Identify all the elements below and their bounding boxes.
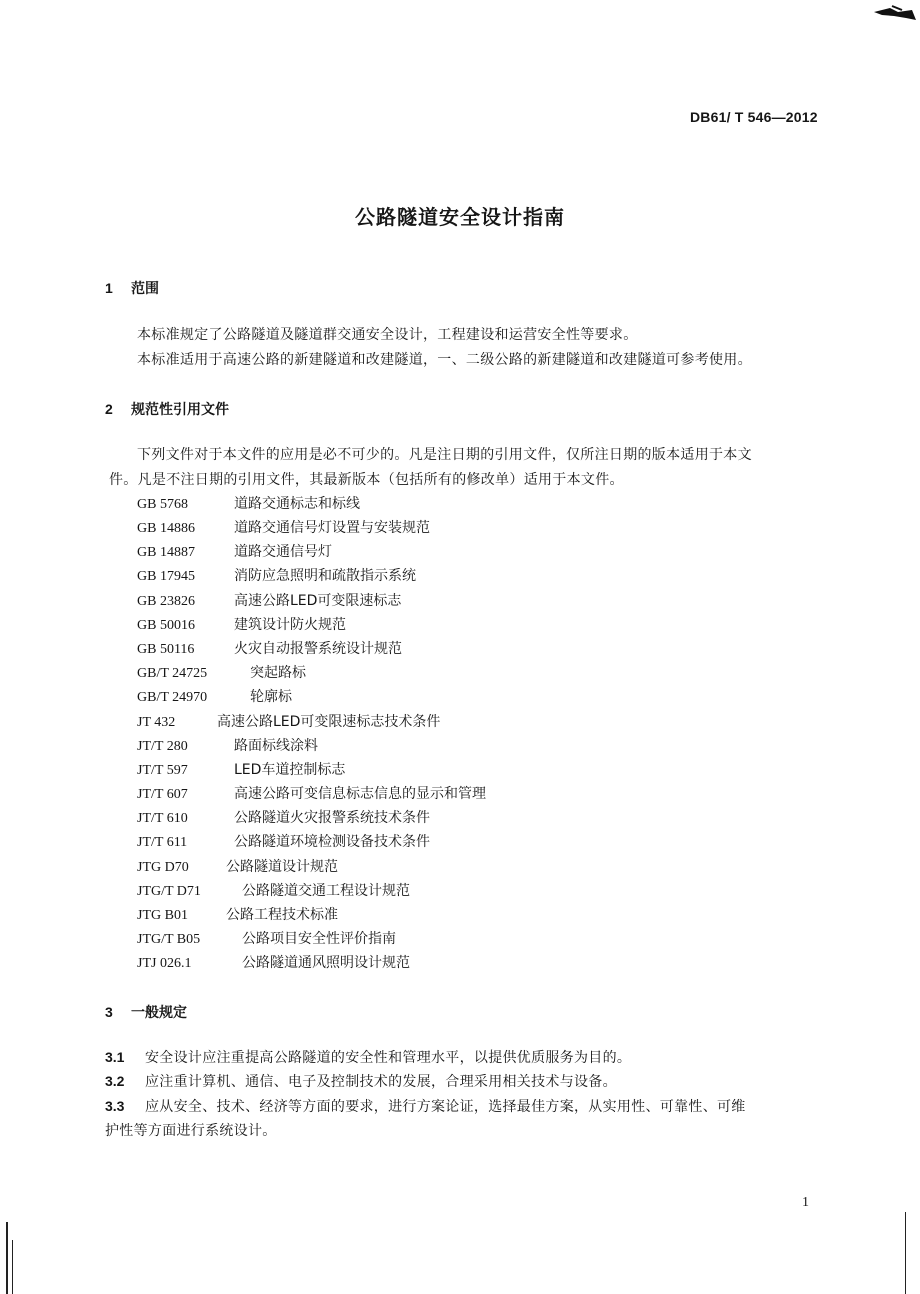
section-title: 范围 [131, 281, 159, 297]
ref-code: GB 14887 [137, 545, 195, 560]
ref-item [137, 928, 396, 948]
scan-edge-line [12, 1240, 13, 1294]
ref-title: 公路项目安全性评价指南 [242, 931, 396, 947]
paragraph: 件。凡是不注日期的引用文件，其最新版本（包括所有的修改单）适用于本文件。 [109, 472, 624, 488]
ref-item [137, 614, 346, 634]
ref-title: 公路隧道火灾报警系统技术条件 [234, 810, 430, 826]
ref-item [137, 517, 430, 537]
ref-code: JT/T 607 [137, 787, 188, 802]
ref-item [137, 904, 338, 924]
ref-item [137, 831, 430, 851]
document-title: 公路隧道安全设计指南 [355, 205, 565, 229]
ref-title: 公路隧道交通工程设计规范 [242, 883, 410, 899]
ref-code: JT/T 611 [137, 835, 188, 850]
ref-title: 建筑设计防火规范 [234, 617, 346, 633]
scan-artifact-mark [872, 4, 918, 22]
ref-item [137, 856, 338, 876]
ref-title: 高速公路LED可变限速标志技术条件 [217, 714, 441, 730]
ref-item [137, 493, 360, 513]
ref-code: JT/T 280 [137, 739, 188, 754]
scan-edge-line [905, 1212, 906, 1294]
section-heading [105, 1002, 187, 1022]
ref-item [137, 638, 402, 658]
clause-text: 应从安全、技术、经济等方面的要求，进行方案论证，选择最佳方案，从实用性、可靠性、可维 [145, 1099, 746, 1115]
clause-continuation: 护性等方面进行系统设计。 [105, 1123, 277, 1139]
ref-code: JTJ 026.1 [137, 956, 192, 971]
ref-item [137, 541, 332, 561]
ref-title: 消防应急照明和疏散指示系统 [234, 568, 416, 584]
section-number: 3 [105, 1004, 113, 1020]
clause [105, 1096, 746, 1115]
scan-edge-line [6, 1222, 8, 1294]
ref-code: GB 50016 [137, 618, 195, 633]
ref-code: JTG/T D71 [137, 884, 201, 899]
clause-text: 应注重计算机、通信、电子及控制技术的发展，合理采用相关技术与设备。 [145, 1074, 617, 1090]
ref-item [137, 590, 402, 610]
clause-number: 3.2 [105, 1073, 125, 1089]
ref-code: JTG B01 [137, 908, 188, 923]
ref-item [137, 662, 306, 682]
paragraph: 本标准规定了公路隧道及隧道群交通安全设计，工程建设和运营安全性等要求。 [137, 327, 638, 343]
ref-code: JT/T 597 [137, 763, 188, 778]
ref-code: JTG D70 [137, 860, 189, 875]
section-number: 1 [105, 280, 113, 296]
ref-title: 突起路标 [250, 665, 306, 681]
ref-title: 轮廓标 [250, 689, 292, 705]
ref-item [137, 759, 346, 779]
section-heading [105, 278, 159, 298]
ref-title: 道路交通信号灯设置与安装规范 [234, 520, 430, 536]
ref-code: GB/T 24725 [137, 666, 208, 681]
ref-title: 公路隧道设计规范 [226, 859, 338, 875]
clause-number: 3.1 [105, 1049, 125, 1065]
ref-item [137, 880, 410, 900]
ref-item [137, 735, 318, 755]
ref-code: GB 23826 [137, 594, 195, 609]
ref-item [137, 807, 430, 827]
ref-title: 路面标线涂料 [234, 738, 318, 754]
ref-code: GB/T 24970 [137, 690, 208, 705]
ref-code: GB 14886 [137, 521, 195, 536]
paragraph: 本标准适用于高速公路的新建隧道和改建隧道，一、二级公路的新建隧道和改建隧道可参考使用。 [137, 352, 752, 368]
ref-title: LED车道控制标志 [234, 762, 346, 778]
ref-title: 公路工程技术标准 [226, 907, 338, 923]
clause-text: 安全设计应注重提高公路隧道的安全性和管理水平，以提供优质服务为目的。 [145, 1050, 632, 1066]
ref-title: 道路交通标志和标线 [234, 496, 360, 512]
clause [105, 1047, 632, 1066]
ref-code: JT 432 [137, 715, 176, 730]
ref-item [137, 565, 416, 585]
document-number: DB61/ T 546—2012 [690, 109, 818, 125]
clause [105, 1071, 617, 1090]
ref-code: GB 17945 [137, 569, 195, 584]
section-title: 规范性引用文件 [131, 402, 229, 418]
ref-item [137, 783, 486, 803]
section-number: 2 [105, 401, 113, 417]
clause-number: 3.3 [105, 1098, 125, 1114]
page-number: 1 [802, 1195, 809, 1210]
paragraph: 下列文件对于本文件的应用是必不可少的。凡是注日期的引用文件，仅所注日期的版本适用于本文 [137, 447, 752, 463]
ref-code: JT/T 610 [137, 811, 188, 826]
section-title: 一般规定 [131, 1005, 187, 1021]
section-heading [105, 399, 229, 419]
ref-title: 道路交通信号灯 [234, 544, 332, 560]
ref-title: 高速公路可变信息标志信息的显示和管理 [234, 786, 486, 802]
ref-title: 公路隧道通风照明设计规范 [242, 955, 410, 971]
ref-code: GB 5768 [137, 497, 188, 512]
ref-code: JTG/T B05 [137, 932, 201, 947]
ref-title: 高速公路LED可变限速标志 [234, 593, 402, 609]
ref-title: 公路隧道环境检测设备技术条件 [234, 834, 430, 850]
ref-title: 火灾自动报警系统设计规范 [234, 641, 402, 657]
ref-item [137, 711, 441, 731]
ref-item [137, 952, 410, 972]
ref-code: GB 50116 [137, 642, 195, 657]
ref-item [137, 686, 292, 706]
